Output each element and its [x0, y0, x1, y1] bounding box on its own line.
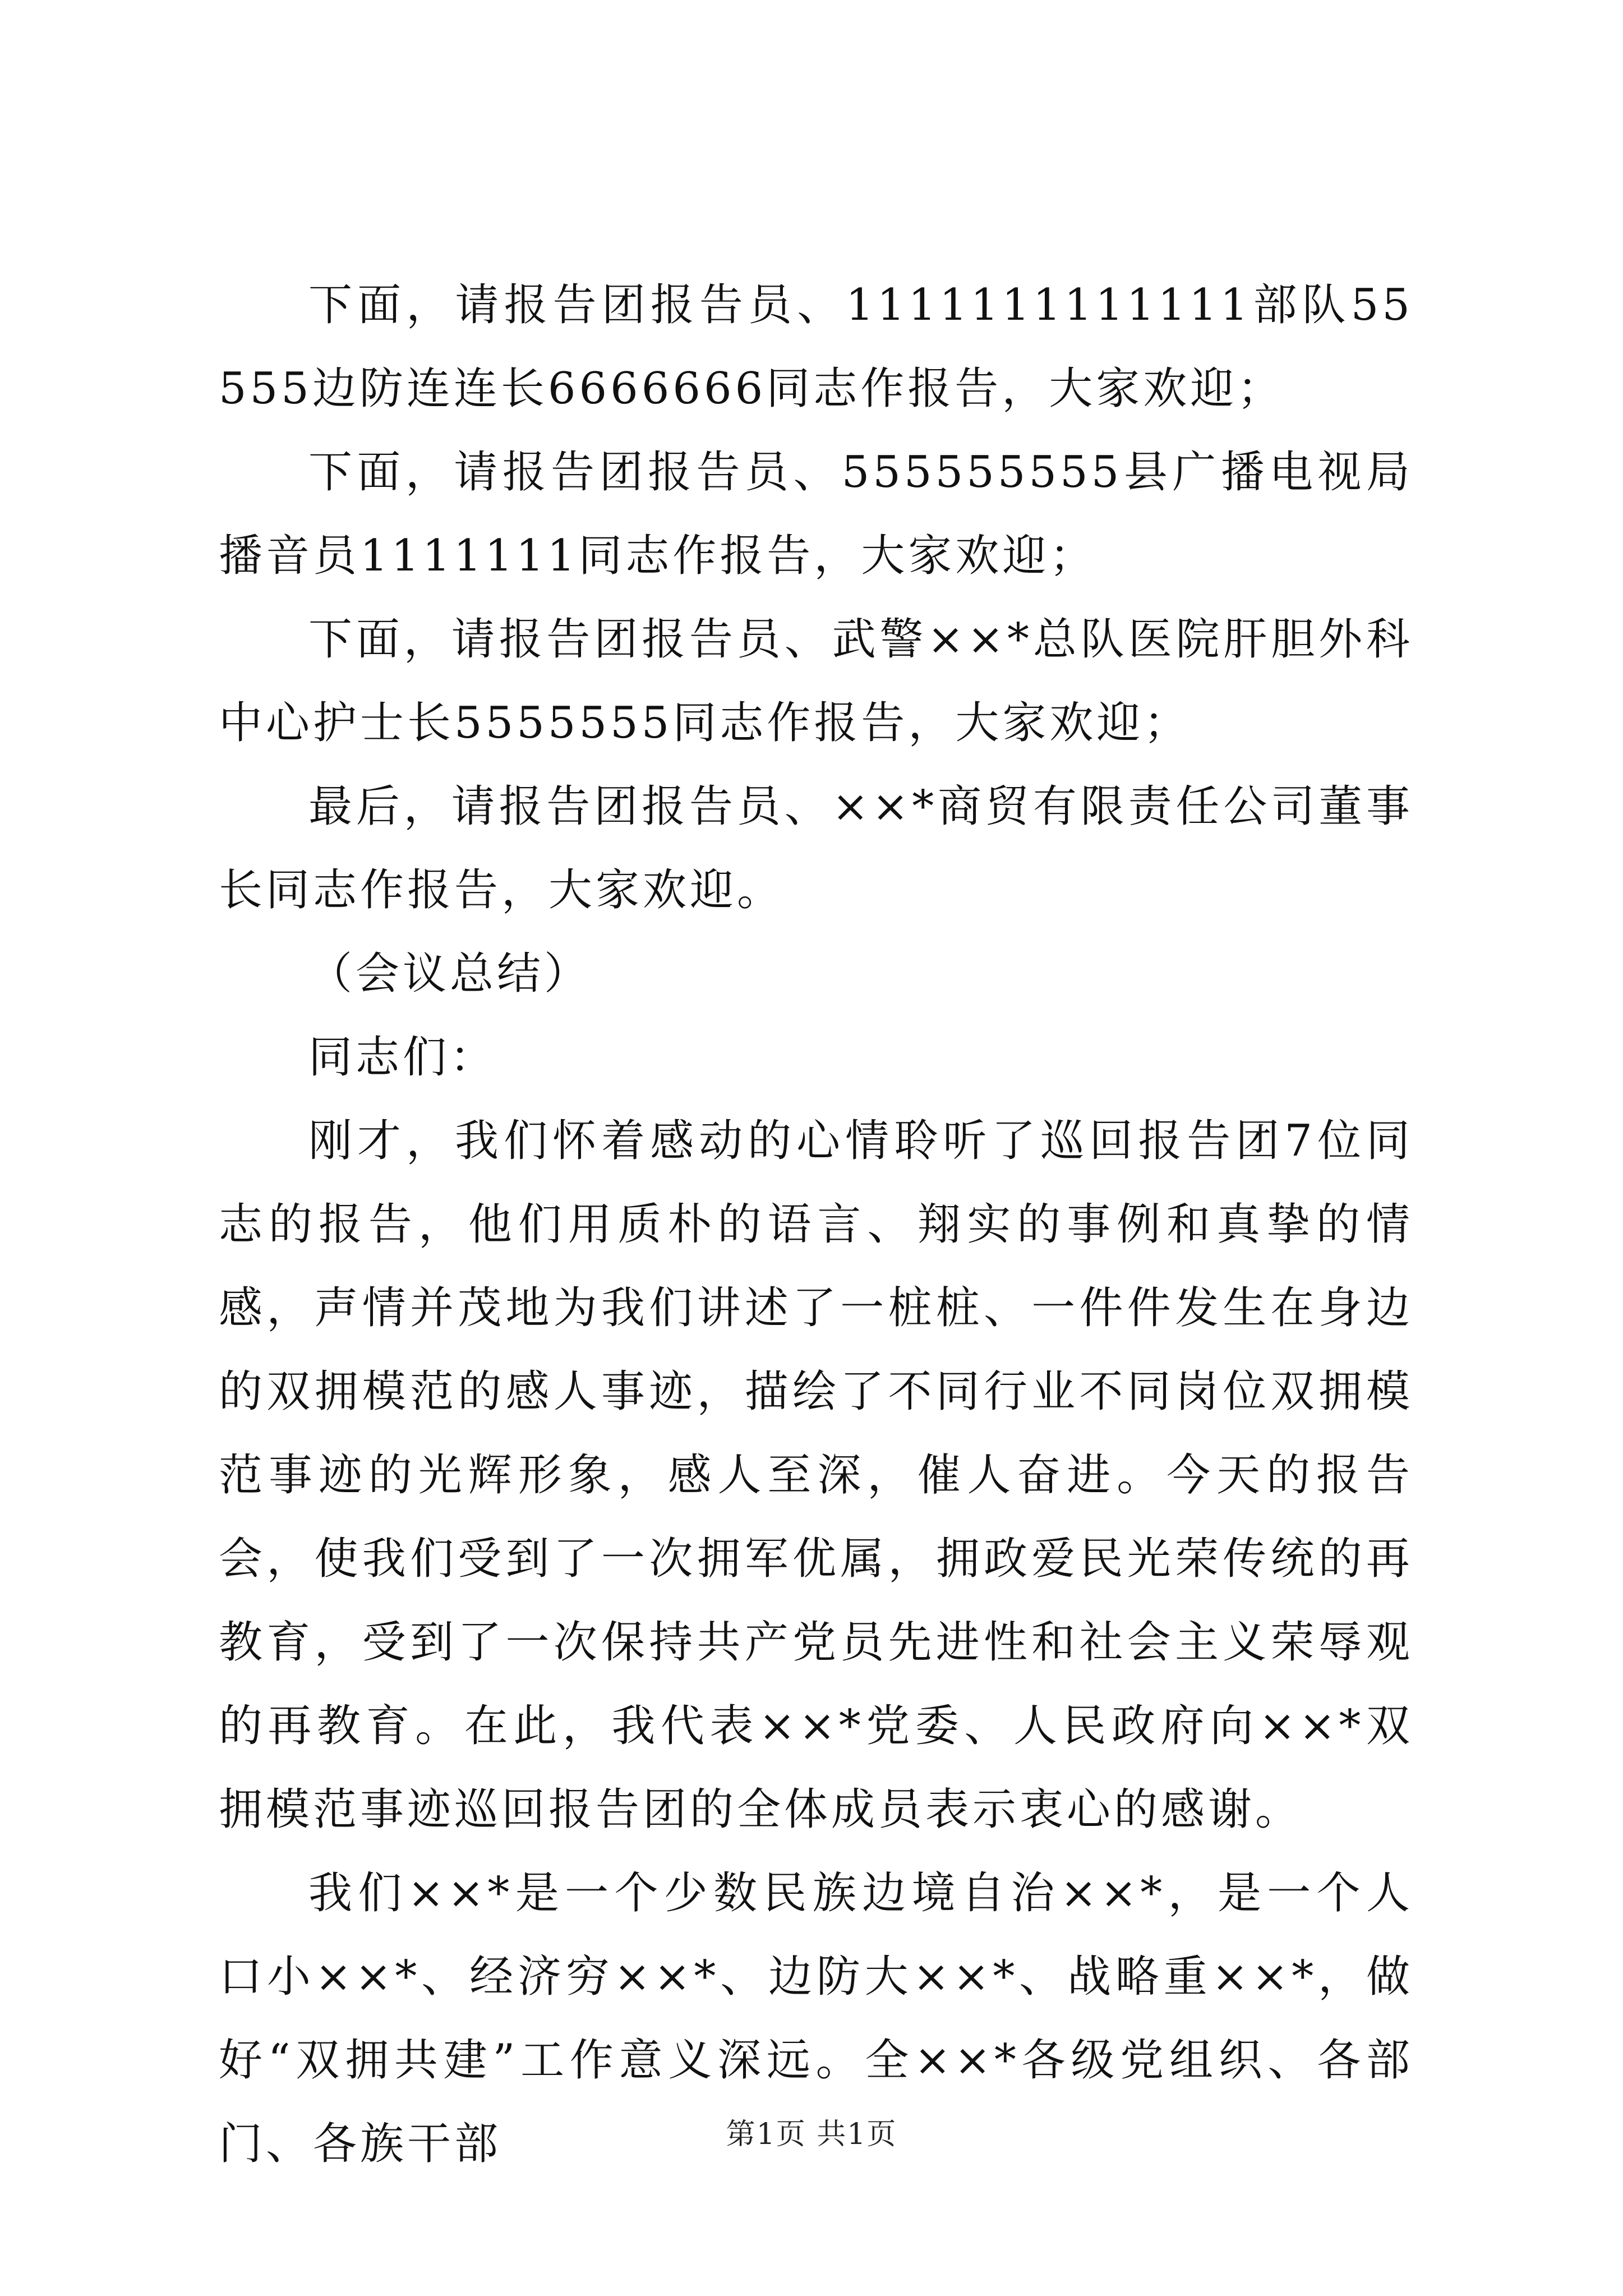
paragraph-1: 下面，请报告团报告员、1111111111111部队55555边防连连长6666666同志作报告，大家欢迎；	[219, 280, 1413, 414]
salutation: 同志们：	[308, 1032, 497, 1083]
paragraph-8: 我们××*是一个少数民族边境自治××*，是一个人口小××*、经济穷××*、边防大××*、战略重××*，做好“双拥共建”工作意义深远。全××*各级党组织、各部门、各族干部	[219, 1868, 1413, 2169]
page-footer: 第1页 共1页	[726, 2118, 897, 2151]
paragraph-7: 刚才，我们怀着感动的心情聆听了巡回报告团7位同志的报告，他们用质朴的语言、翔实的事例和真挚的情感，声情并茂地为我们讲述了一桩桩、一件件发生在身边的双拥模范的感人事迹，描绘了不同行业不同岗位双拥模范事迹的光辉形象，感人至深，催人奋进。今天的报告会，使我们受到了一次拥军优属，拥政爱民光荣传统的再教育，受到了一次保持共产党员先进性和社会主义荣辱观的再教育。在此，我代表××*党委、人民政府向××*双拥模范事迹巡回报告团的全体成员表示衷心的感谢。	[219, 1116, 1413, 1835]
paragraph-3: 下面，请报告团报告员、武警××*总队医院肝胆外科中心护士长5555555同志作报告，大家欢迎；	[219, 614, 1413, 748]
paragraph-4: 最后，请报告团报告员、××*商贸有限责任公司董事长同志作报告，大家欢迎。	[219, 781, 1413, 915]
paragraph-2: 下面，请报告团报告员、555555555县广播电视局播音员1111111同志作报告，大家欢迎；	[219, 447, 1413, 581]
section-heading: （会议总结）	[308, 949, 592, 999]
document-body	[219, 264, 1413, 2186]
